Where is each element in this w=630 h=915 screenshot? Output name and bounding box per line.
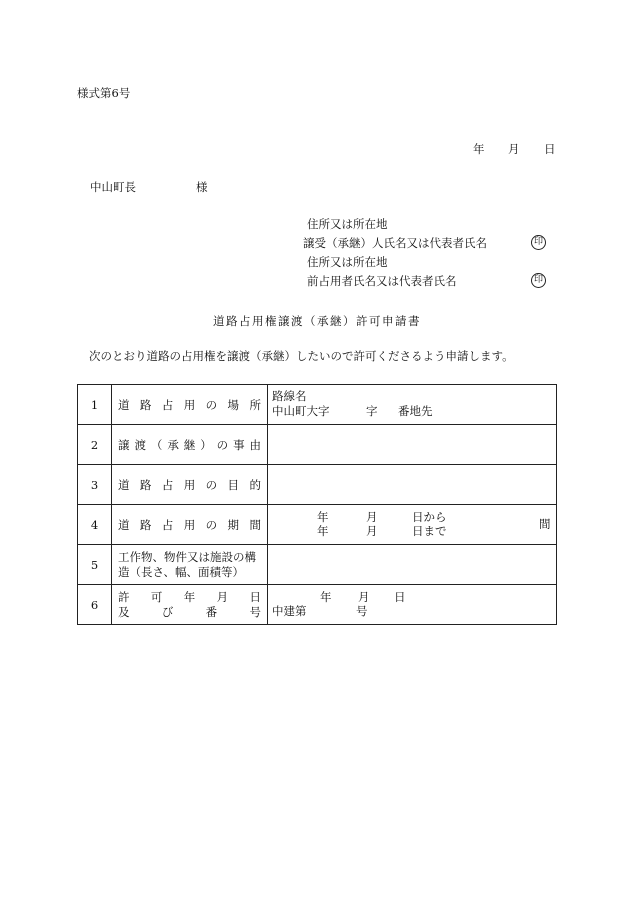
table-row — [78, 465, 557, 505]
period-duration: 間 — [539, 517, 551, 531]
addressee-name: 中山町長 — [90, 180, 136, 194]
table-row — [78, 425, 557, 465]
row-label — [112, 545, 268, 585]
banchi-label: 番地先 — [398, 404, 433, 418]
row-number: 2 — [78, 425, 112, 465]
table-row — [78, 585, 557, 625]
period-from-month: 月 — [366, 510, 378, 524]
intro-text: 次のとおり道路の占用権を譲渡（承継）したいので許可くださるよう申請します。 — [89, 349, 514, 363]
town-label: 中山町大字 — [272, 404, 330, 418]
table-row — [78, 385, 557, 425]
row-number: 6 — [78, 585, 112, 625]
spread-label: 及 び 番 号 — [118, 604, 261, 619]
aza-label: 字 — [366, 404, 378, 418]
prior-occupant-name-label: 前占用者氏名又は代表者氏名 — [307, 274, 457, 288]
permit-year: 年 — [320, 590, 332, 604]
location-value-cell[interactable] — [268, 385, 557, 425]
route-name-label: 路線名 — [272, 389, 307, 403]
form-number: 様式第6号 — [77, 86, 131, 100]
spread-label: 道 路 占 用 の 目 的 — [118, 477, 261, 492]
period-from-day: 日から — [412, 510, 447, 524]
spread-label: 譲 渡 （ 承 継 ） の 事 由 — [118, 437, 261, 452]
row-label — [112, 385, 268, 425]
prior-occupant-address-label: 住所又は所在地 — [307, 255, 388, 269]
permit-number-prefix: 中建第 — [272, 604, 307, 618]
row-label-line2: 造（長さ、幅、面積等） — [118, 564, 245, 579]
document-title: 道路占用権譲渡（承継）許可申請書 — [213, 314, 421, 328]
table-row — [78, 505, 557, 545]
reason-value-cell[interactable] — [268, 425, 557, 465]
row-number: 4 — [78, 505, 112, 545]
application-table — [77, 384, 557, 625]
spread-label: 道 路 占 用 の 場 所 — [118, 397, 261, 412]
transferee-address-label: 住所又は所在地 — [307, 217, 388, 231]
spread-label: 許 可 年 月 日 — [118, 589, 261, 604]
period-from-year: 年 — [317, 510, 329, 524]
row-label — [112, 505, 268, 545]
addressee-honorific: 様 — [196, 180, 208, 194]
date-day: 日 — [544, 142, 556, 156]
seal-mark-icon: 印 — [531, 235, 546, 250]
row-label-line1: 工作物、物件又は施設の構 — [118, 549, 256, 564]
date-month: 月 — [508, 142, 520, 156]
row-number: 3 — [78, 465, 112, 505]
permit-day: 日 — [394, 590, 406, 604]
period-to-day: 日まで — [412, 524, 447, 538]
table-row — [78, 545, 557, 585]
transferee-name-label: 譲受（承継）人氏名又は代表者氏名 — [303, 236, 487, 250]
seal-mark-icon: 印 — [531, 273, 546, 288]
period-to-month: 月 — [366, 524, 378, 538]
row-number: 5 — [78, 545, 112, 585]
spread-label: 道 路 占 用 の 期 間 — [118, 517, 261, 532]
permit-month: 月 — [358, 590, 370, 604]
permit-value-cell[interactable] — [268, 585, 557, 625]
row-label — [112, 425, 268, 465]
permit-number-suffix: 号 — [356, 604, 368, 618]
date-year: 年 — [473, 142, 485, 156]
purpose-value-cell[interactable] — [268, 465, 557, 505]
period-to-year: 年 — [317, 524, 329, 538]
structure-value-cell[interactable] — [268, 545, 557, 585]
row-label — [112, 585, 268, 625]
row-label — [112, 465, 268, 505]
period-value-cell[interactable] — [268, 505, 557, 545]
row-number: 1 — [78, 385, 112, 425]
